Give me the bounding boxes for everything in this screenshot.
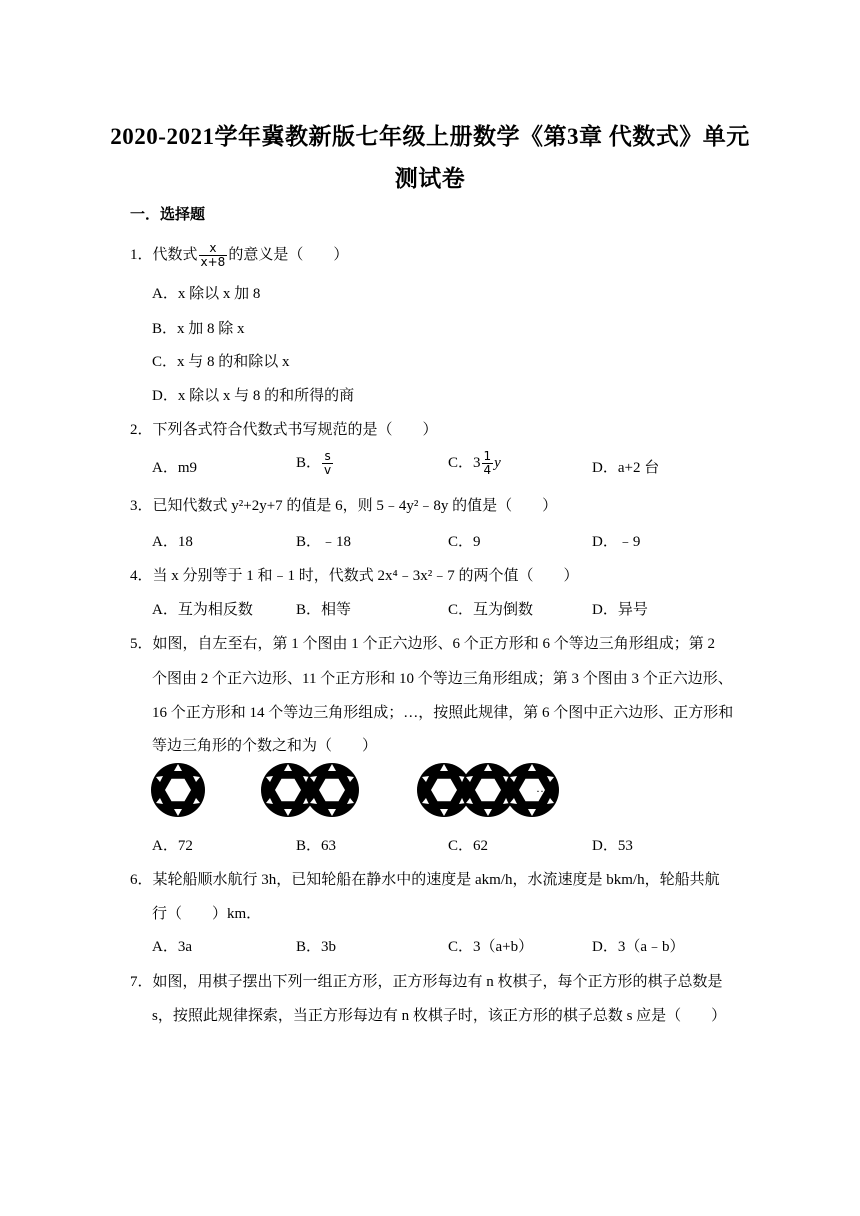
question-2-option-d: D．a+2 台: [592, 460, 660, 476]
fraction-s-over-v: $\frac{s}{v}$: [324, 449, 332, 477]
question-5-stem-line-3: 16 个正方形和 14 个等边三角形组成；…，按照此规律，第 6 个图中正六边形、正方形和: [152, 705, 734, 721]
question-2-option-a: A．m9: [152, 460, 198, 476]
question-4-option-b: B．相等: [296, 602, 352, 618]
question-6-stem-line-2: 行（ ）km．: [152, 906, 262, 922]
question-7-stem-line-2: s，按照此规律探索，当正方形每边有 n 枚棋子时，该正方形的棋子总数 s 应是（ ）: [152, 1008, 727, 1024]
question-5-option-b: B．63: [296, 838, 337, 854]
question-6-stem-line-1: 6．某轮船顺水航行 3h，已知轮船在静水中的速度是 akm/h，水流速度是 bkm/h，轮船共航: [130, 872, 720, 888]
question-1-option-a: A．x 除以 x 加 8: [152, 286, 261, 302]
question-6-option-a: A．3a: [152, 939, 192, 955]
fraction-one-quarter: $\frac{1}{4}$: [483, 449, 492, 477]
figure-ellipsis: …: [536, 781, 548, 795]
question-1-option-b: B．x 加 8 除 x: [152, 321, 245, 337]
question-4-option-c: C．互为倒数: [448, 602, 534, 618]
question-5-option-a: A．72: [152, 838, 193, 854]
question-1-prefix: 1．代数式: [130, 246, 198, 263]
figure-1: [151, 763, 205, 817]
page-title: 2020-2021学年冀教新版七年级上册数学《第3章 代数式》单元: [110, 124, 750, 149]
question-2-stem: 2．下列各式符合代数式书写规范的是（ ）: [130, 422, 438, 438]
question-6-option-d: D．3（a﹣b）: [592, 939, 685, 955]
question-2-option-c: C．3 $\frac{1}{4}$ y: [448, 449, 501, 477]
question-4-option-a: A．互为相反数: [152, 602, 253, 618]
question-5-option-c: C．62: [448, 838, 489, 854]
question-4-stem: 4．当 x 分别等于 1 和﹣1 时，代数式 2x⁴﹣3x²﹣7 的两个值（ ）: [130, 568, 579, 584]
question-2-option-b: B． $\frac{s}{v}$: [296, 449, 332, 477]
question-3-stem: 3．已知代数式 y²+2y+7 的值是 6，则 5﹣4y²﹣8y 的值是（ ）: [130, 498, 558, 514]
question-5-stem-line-4: 等边三角形的个数之和为（ ）: [152, 738, 378, 754]
question-1-option-d: D．x 除以 x 与 8 的和所得的商: [152, 388, 355, 404]
question-7-stem-line-1: 7．如图，用棋子摆出下列一组正方形，正方形每边有 n 枚棋子，每个正方形的棋子总数是: [130, 974, 723, 990]
section-heading: 一．选择题: [130, 207, 206, 223]
question-3-option-b: B．﹣18: [296, 534, 352, 550]
question-5-stem-line-2: 个图由 2 个正六边形、11 个正方形和 10 个等边三角形组成；第 3 个图由 3 个正六边形、: [152, 671, 733, 687]
question-6-option-b: B．3b: [296, 939, 337, 955]
question-3-option-a: A．18: [152, 534, 193, 550]
question-3-option-c: C．9: [448, 534, 481, 550]
question-1-suffix: 的意义是（ ）: [228, 246, 349, 263]
figure-2: [261, 763, 359, 817]
fraction-x-over-x-plus-8: $\frac{x}{x+8}$: [200, 241, 226, 269]
hexagon-pattern-figure: [148, 757, 568, 828]
question-4-option-d: D．异号: [592, 602, 648, 618]
question-1-stem: [130, 242, 348, 269]
question-5-option-d: D．53: [592, 838, 633, 854]
question-1-option-c: C．x 与 8 的和除以 x: [152, 354, 290, 370]
page-title-continued: 测试卷: [394, 166, 466, 191]
question-3-option-d: D．﹣9: [592, 534, 641, 550]
question-5-stem-line-1: 5．如图，自左至右，第 1 个图由 1 个正六边形、6 个正方形和 6 个等边三角形组成；第 2: [130, 636, 716, 652]
question-6-option-c: C．3（a+b）: [448, 939, 534, 955]
